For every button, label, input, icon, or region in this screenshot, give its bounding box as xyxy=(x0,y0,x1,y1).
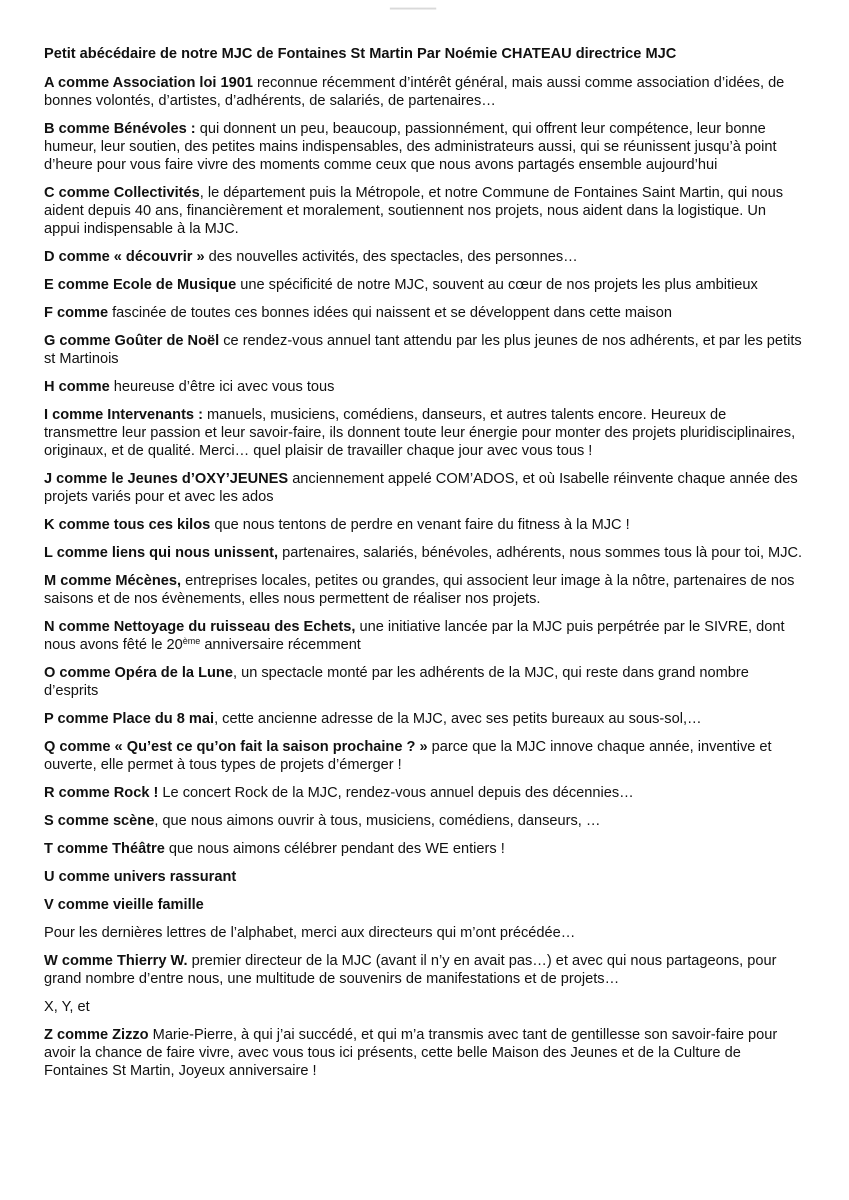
abecedaire-entry xyxy=(44,470,804,506)
abecedaire-entry xyxy=(44,812,804,830)
abecedaire-entry xyxy=(44,332,804,368)
entry-heading: T comme Théâtre xyxy=(44,841,165,857)
entry-text: , le département puis la Métropole, et notre Commune de Fontaines Saint Martin, qui nous aident depuis 40 ans, financièrement et moralement, soutiennent nos projets, nous aident dans la logistique. Un appui indispensable à la MJC. xyxy=(44,185,783,237)
entry-text: , que nous aimons ouvrir à tous, musiciens, comédiens, danseurs, … xyxy=(154,813,601,829)
abecedaire-entry xyxy=(44,378,804,396)
document-page xyxy=(44,45,804,1090)
entry-heading: P comme Place du 8 mai xyxy=(44,711,215,727)
entry-heading: L comme liens qui nous unissent, xyxy=(44,545,279,561)
entry-text-tail: anniversaire récemment xyxy=(200,637,361,653)
entry-text: partenaires, salariés, bénévoles, adhérents, nous sommes tous là pour toi, MJC. xyxy=(278,545,803,561)
abecedaire-entries xyxy=(44,74,804,1080)
abecedaire-entry xyxy=(44,998,804,1016)
document-title: Petit abécédaire de notre MJC de Fontaines St Martin Par Noémie CHATEAU directrice MJC xyxy=(44,46,677,62)
entry-text: parce que la MJC innove chaque année, inventive et ouverte, elle permet à tous types de projets d’émerger ! xyxy=(44,739,772,773)
abecedaire-entry xyxy=(44,572,804,608)
entry-text: premier directeur de la MJC (avant il n’y en avait pas…) et avec qui nous partageons, pour grand nombre d’entre nous, une multitude de souvenirs de manifestations et de projets… xyxy=(44,953,777,987)
entry-text: Marie-Pierre, à qui j’ai succédé, et qui m’a transmis avec tant de gentillesse son savoir-faire pour avoir la chance de faire vivre, avec vous tous ici présents, cette belle Maison des Jeunes et de la Culture de Fontaines St Martin, Joyeux anniversaire ! xyxy=(44,1027,778,1079)
entry-text: , cette ancienne adresse de la MJC, avec ses petits bureaux au sous-sol,… xyxy=(214,711,702,727)
abecedaire-entry xyxy=(44,1026,804,1080)
entry-heading: K comme tous ces kilos xyxy=(44,517,211,533)
abecedaire-entry xyxy=(44,276,804,294)
abecedaire-entry xyxy=(44,74,804,110)
entry-heading: F comme xyxy=(44,305,109,321)
abecedaire-entry xyxy=(44,868,804,886)
abecedaire-entry xyxy=(44,710,804,728)
entry-text: manuels, musiciens, comédiens, danseurs, et autres talents encore. Heureux de transmettre leur passion et leur savoir-faire, ils donnent toute leur énergie pour monter des projets pluridisciplinaires, originaux, et de qualité. Merci… quel plaisir de travailler chaque jour avec vous tous ! xyxy=(44,407,796,459)
abecedaire-entry xyxy=(44,738,804,774)
entry-heading: M comme Mécènes, xyxy=(44,573,182,589)
entry-text: reconnue récemment d’intérêt général, mais aussi comme association d’idées, de bonnes volontés, d’artistes, d’adhérents, de salariés, de partenaires… xyxy=(44,75,785,109)
entry-heading: W comme Thierry W. xyxy=(44,953,188,969)
entry-text: que nous tentons de perdre en venant faire du fitness à la MJC ! xyxy=(210,517,630,533)
abecedaire-entry xyxy=(44,896,804,914)
entry-text: que nous aimons célébrer pendant des WE entiers ! xyxy=(164,841,505,857)
entry-heading: O comme Opéra de la Lune xyxy=(44,665,233,681)
entry-heading: I comme Intervenants : xyxy=(44,407,203,423)
entry-text: une spécificité de notre MJC, souvent au cœur de nos projets les plus ambitieux xyxy=(236,277,758,293)
abecedaire-entry xyxy=(44,784,804,802)
entry-text: Le concert Rock de la MJC, rendez-vous annuel depuis des décennies… xyxy=(158,785,634,801)
entry-text: une initiative lancée par la MJC puis perpétrée par le SIVRE, dont nous avons fêté le 20 xyxy=(44,619,785,653)
abecedaire-entry xyxy=(44,840,804,858)
abecedaire-entry xyxy=(44,544,804,562)
abecedaire-entry xyxy=(44,924,804,942)
entry-heading: C comme Collectivités xyxy=(44,185,200,201)
entry-heading: S comme scène xyxy=(44,813,155,829)
abecedaire-entry xyxy=(44,952,804,988)
entry-heading: D comme « découvrir » xyxy=(44,249,205,265)
entry-heading: Z comme Zizzo xyxy=(44,1027,149,1043)
entry-text: , un spectacle monté par les adhérents de la MJC, qui reste dans grand nombre d’esprits xyxy=(44,665,749,699)
abecedaire-entry xyxy=(44,406,804,460)
abecedaire-entry xyxy=(44,120,804,174)
entry-text: entreprises locales, petites ou grandes, qui associent leur image à la nôtre, partenaires de nos saisons et de nos évènements, elles nous permettent de réaliser nos projets. xyxy=(44,573,795,607)
abecedaire-entry xyxy=(44,248,804,266)
abecedaire-entry xyxy=(44,516,804,534)
entry-heading: A comme Association loi 1901 xyxy=(44,75,253,91)
abecedaire-entry xyxy=(44,184,804,238)
entry-heading: H comme xyxy=(44,379,110,395)
entry-text: fascinée de toutes ces bonnes idées qui naissent et se développent dans cette maison xyxy=(108,305,672,321)
entry-text: Pour les dernières lettres de l’alphabet, merci aux directeurs qui m’ont précédée… xyxy=(44,925,576,941)
entry-text: anciennement appelé COM’ADOS, et où Isabelle réinvente chaque année des projets variés pour et avec les ados xyxy=(44,471,798,505)
entry-heading: Q comme « Qu’est ce qu’on fait la saison prochaine ? » xyxy=(44,739,428,755)
entry-heading: J comme le Jeunes d’OXY’JEUNES xyxy=(44,471,289,487)
abecedaire-entry xyxy=(44,618,804,654)
abecedaire-entry xyxy=(44,304,804,322)
entry-heading: V comme vieille famille xyxy=(44,897,204,913)
entry-heading: R comme Rock ! xyxy=(44,785,159,801)
entry-text: ce rendez-vous annuel tant attendu par les plus jeunes de nos adhérents, et par les petits st Martinois xyxy=(44,333,802,367)
entry-text: X, Y, et xyxy=(44,999,90,1015)
entry-text: heureuse d’être ici avec vous tous xyxy=(109,379,335,395)
entry-heading: G comme Goûter de Noël xyxy=(44,333,220,349)
abecedaire-entry xyxy=(44,664,804,700)
entry-text: qui donnent un peu, beaucoup, passionnément, qui offrent leur compétence, leur bonne humeur, leur soutien, des petites mains indispensables, des administrateurs aussi, qui se réunissent jusqu’à point d’heure pour vous faire vivre des moments comme ceux que nous avons partagés ensemble aujourd’hui xyxy=(44,121,777,173)
entry-heading: U comme univers rassurant xyxy=(44,869,237,885)
bleed-through-mark-top: ▔▔▔▔▔ xyxy=(390,8,437,22)
entry-heading: E comme Ecole de Musique xyxy=(44,277,237,293)
entry-superscript: ème xyxy=(182,636,201,646)
entry-heading: B comme Bénévoles : xyxy=(44,121,196,137)
entry-text: des nouvelles activités, des spectacles, des personnes… xyxy=(204,249,578,265)
entry-heading: N comme Nettoyage du ruisseau des Echets, xyxy=(44,619,356,635)
